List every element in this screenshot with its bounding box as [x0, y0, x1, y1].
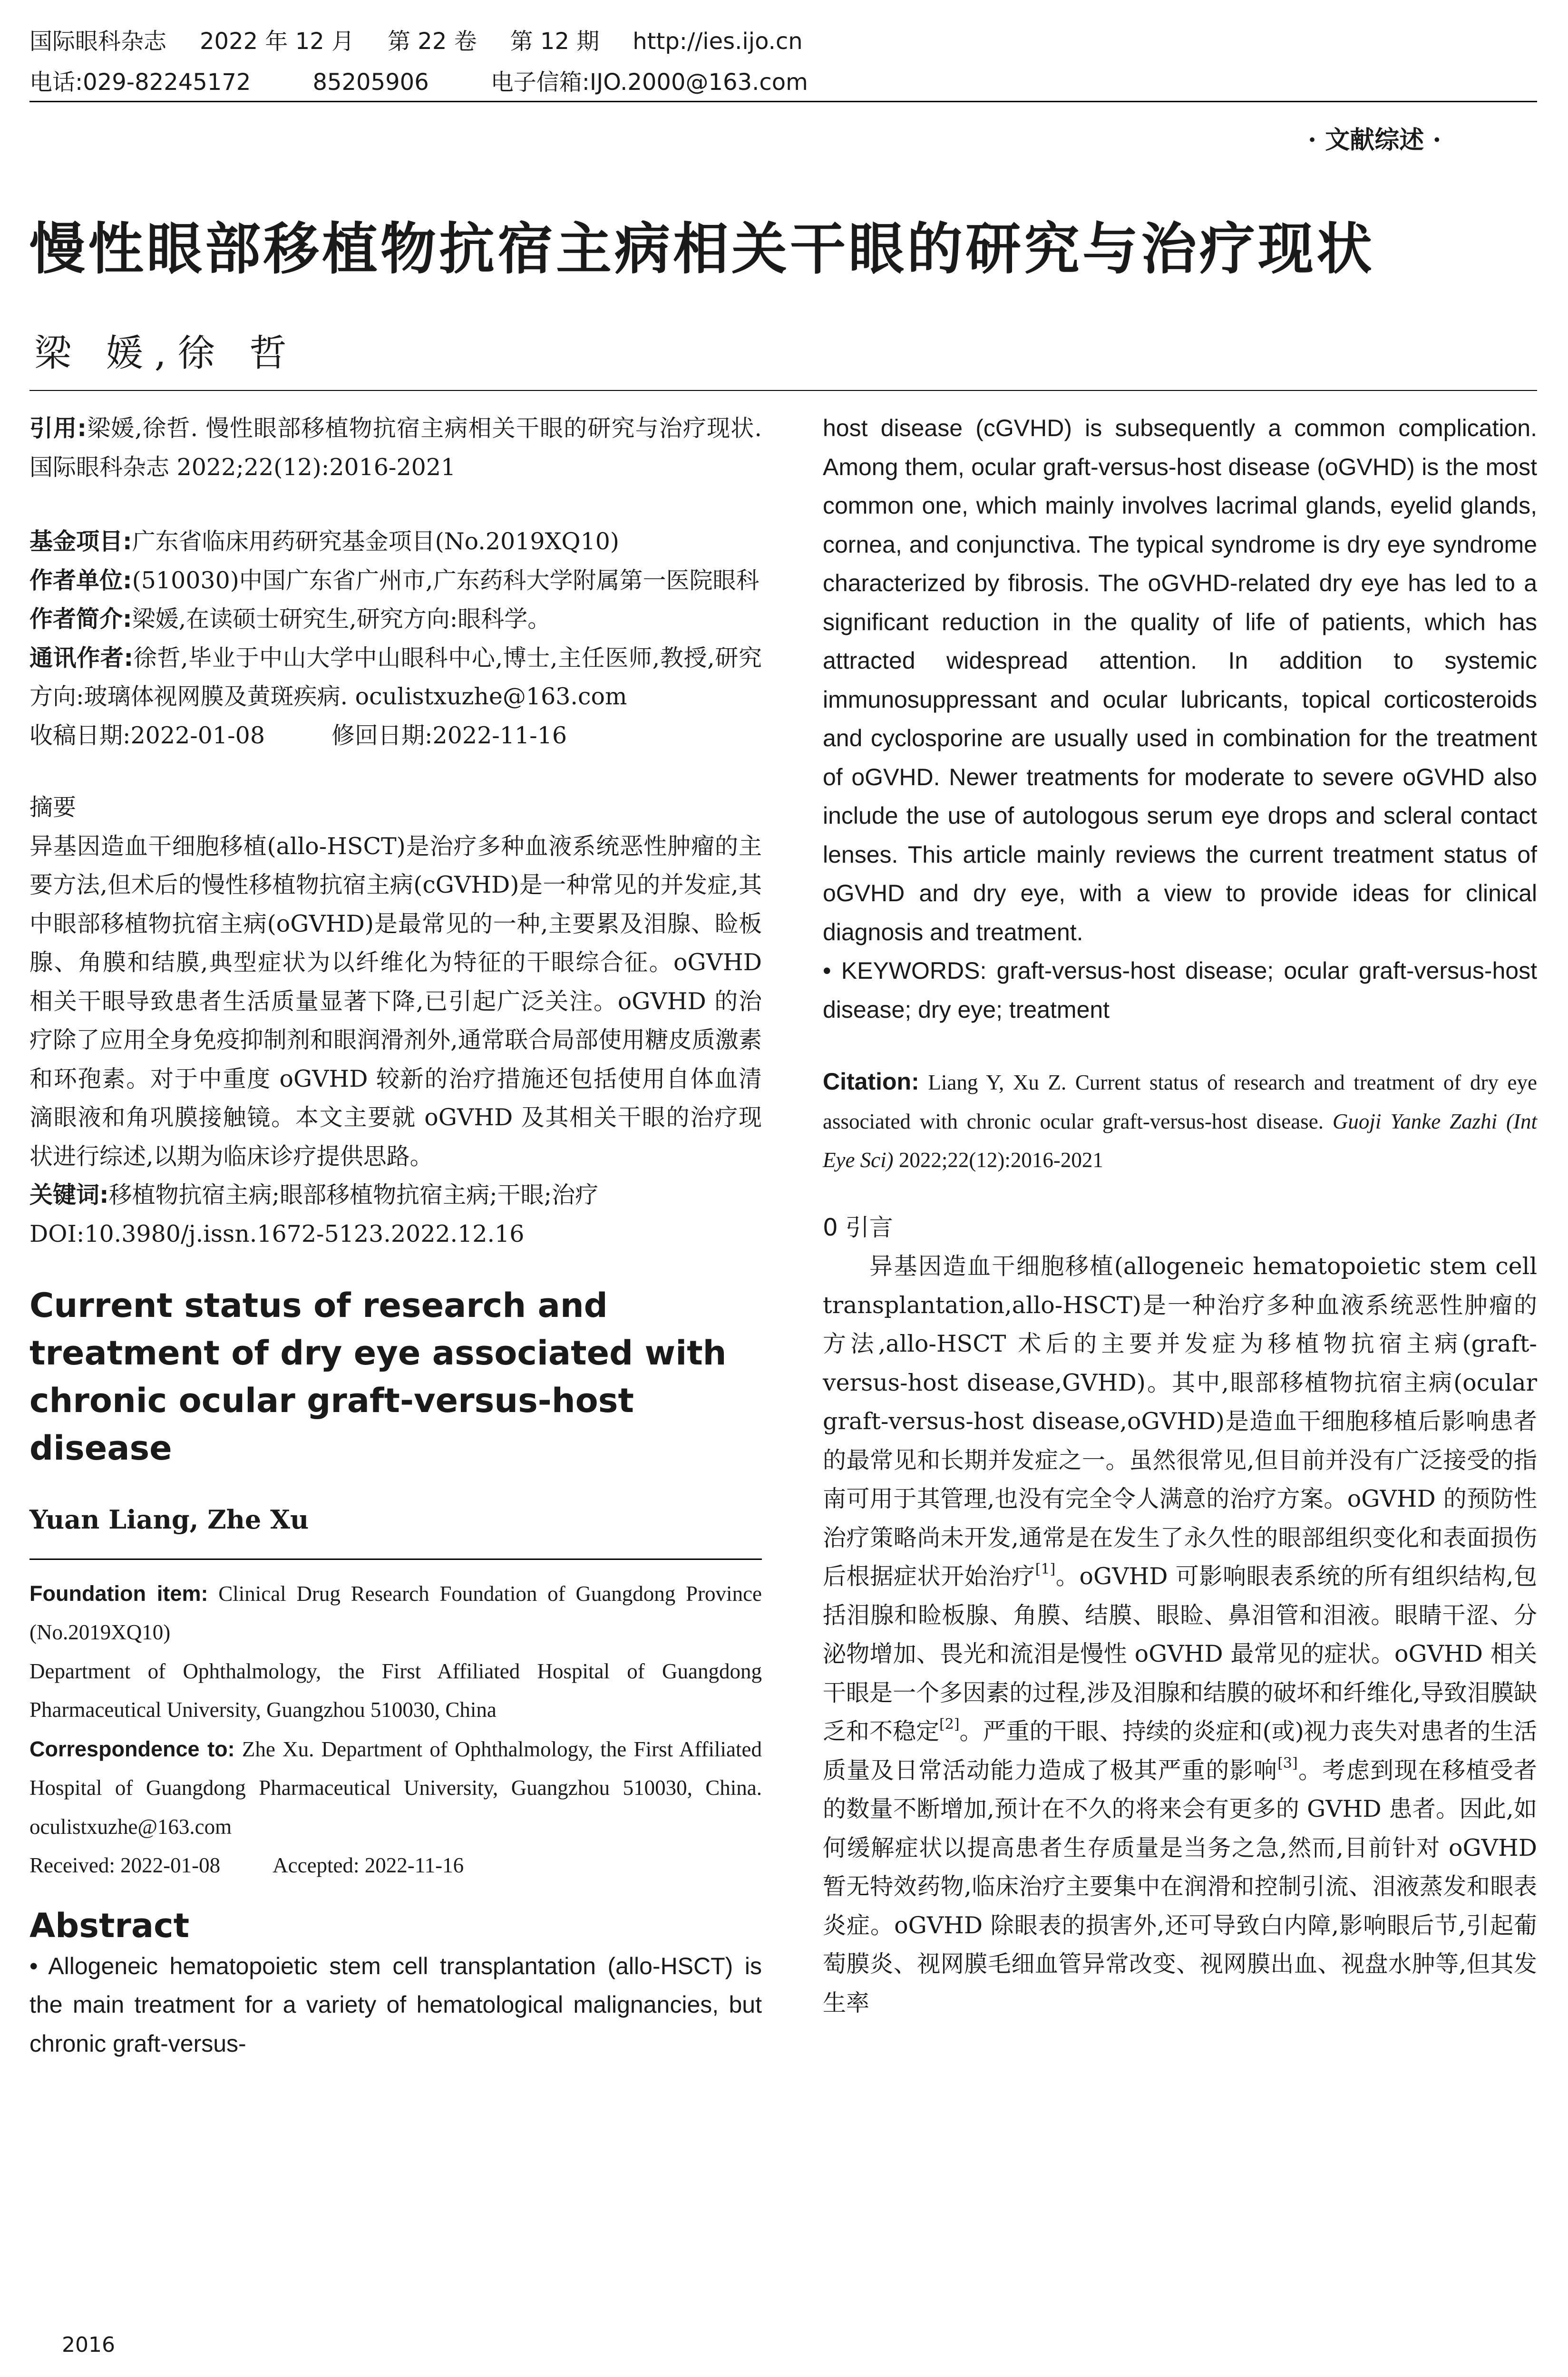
foundation-en: Foundation item: Clinical Drug Research Foundation of Guangdong Province (No.2019XQ10) [29, 1581, 762, 1644]
left-column [29, 409, 762, 2063]
bullet-icon: • [29, 1952, 49, 1979]
column-type: · 文献综述 · [1308, 126, 1441, 155]
journal-url: http://ies.ijo.cn [633, 28, 803, 55]
right-column [823, 409, 1537, 2022]
issue-number: 第 12 期 [510, 28, 600, 55]
corresponding-author: 通讯作者:徐哲,毕业于中山大学中山眼科中心,博士,主任医师,教授,研究方向:玻璃体视网膜及黄斑疾病. oculistxuzhe@163.com [29, 644, 762, 710]
title-rule [29, 390, 1537, 391]
bullet-icon: • [823, 957, 841, 984]
page-title: 慢性眼部移植物抗宿主病相关干眼的研究与治疗现状 [29, 216, 1375, 282]
citation-cn: 引用:梁媛,徐哲. 慢性眼部移植物抗宿主病相关干眼的研究与治疗现状. 国际眼科杂志 2022;22(12):2016-2021 [29, 415, 762, 481]
abstract-heading-en: Abstract [29, 1906, 190, 1945]
keywords-cn: 关键词:移植物抗宿主病;眼部移植物抗宿主病;干眼;治疗 [29, 1181, 599, 1208]
abstract-heading-cn: 摘要 [29, 794, 77, 821]
keywords-en: • KEYWORDS: graft-versus-host disease; ocular graft-versus-host disease; dry eye; treatment [823, 957, 1537, 1023]
intro-paragraph: 异基因造血干细胞移植(allogeneic hematopoietic stem cell transplantation,allo-HSCT)是一种治疗多种血液系统恶性肿瘤的方法,allo-HSCT 术后的主要并发症为移植物抗宿主病(graft-versus-host disease,GVHD)。其中,眼部移植物抗宿主病(ocular graft-versus-host disease,oGVHD)是造血干细胞移植后影响患者的最常见和长期并发症之一。虽然很常见,但目前并没有广泛接受的指南可用于其管理,也没有完全令人满意的治疗方案。oGVHD 的预防性治疗策略尚未开发,通常是在发生了永久性的眼部组织变化和表面损伤后根据症状开始治疗[1]。oGVHD 可影响眼表系统的所有组织结构,包括泪腺和睑板腺、角膜、结膜、眼睑、鼻泪管和泪液。眼睛干涩、分泌物增加、畏光和流泪是慢性 oGVHD 最常见的症状。oGVHD 相关干眼是一个多因素的过程,涉及泪腺和结膜的破坏和纤维化,导致泪膜缺乏和不稳定[2]。严重的干眼、持续的炎症和(或)视力丧失对患者的生活质量及日常活动能力造成了极其严重的影响[3]。考虑到现在移植受者的数量不断增加,预计在不久的将来会有更多的 GVHD 患者。因此,如何缓解症状以提高患者生存质量是当务之急,然而,目前针对 oGVHD 暂无特效药物,临床治疗主要集中在润滑和控制引流、泪液蒸发和眼表炎症。oGVHD 除眼表的损害外,还可导致白内障,影响眼后节,引起葡萄膜炎、视网膜毛细血管异常改变、视网膜出血、视盘水肿等,但其发生率 [823, 1253, 1537, 2017]
abstract-en-cont: host disease (cGVHD) is subsequently a common complication. Among them, ocular graft-versus-host disease (oGVHD) is the most common one, which mainly involves lacrimal glands, eyelid glands, cornea, and conjunctiva. The typical syndrome is dry eye syndrome characterized by fibrosis. The oGVHD-related dry eye has led to a significant reduction in the quality of life of patients, which has attracted widespread attention. In addition to systemic immunosuppressant and ocular lubricants, topical corticosteroids and cyclosporine are usually used in combination for the treatment of oGVHD. Newer treatments for moderate to severe oGVHD also include the use of autologous serum eye drops and scleral contact lenses. This article mainly reviews the current treatment status of oGVHD and dry eye, with a view to provide ideas for clinical diagnosis and treatment. [823, 415, 1537, 945]
phone: 电话:029-82245172 [29, 69, 251, 96]
authors-cn: 梁 媛,徐 哲 [34, 332, 298, 375]
header-rule [29, 101, 1537, 102]
running-header [29, 23, 836, 56]
en-info [29, 1574, 762, 1885]
author-unit: 作者单位:(510030)中国广东省广州市,广东药科大学附属第一医院眼科 [29, 566, 760, 594]
volume: 第 22 卷 [388, 28, 477, 55]
email: 电子信箱:IJO.2000@163.com [490, 69, 808, 96]
ref-1: [1] [1035, 1561, 1056, 1578]
fund-info: 基金项目:广东省临床用药研究基金项目(No.2019XQ10) [29, 528, 620, 555]
page-number: 2016 [62, 2333, 115, 2357]
citation-en: Citation: Liang Y, Xu Z. Current status of research and treatment of dry eye associated with chronic ocular graft-versus-host disease. Guoji Yanke Zazhi (Int Eye Sci) 2022;22(12):2016-2021 [823, 1068, 1538, 1172]
intro-heading: 0 引言 [823, 1213, 893, 1241]
author-bio: 作者简介:梁媛,在读硕士研究生,研究方向:眼科学。 [29, 605, 551, 633]
doi: DOI:10.3980/j.issn.1672-5123.2022.12.16 [29, 1220, 525, 1247]
dates-en: Received: 2022-01-08 Accepted: 2022-11-16 [29, 1853, 464, 1877]
correspondence-en: Correspondence to: Zhe Xu. Department of Ophthalmology, the First Affiliated Hospital of Guangdong Pharmaceutical University, Guangzhou 510030, China. oculistxuzhe@163.com [29, 1736, 762, 1839]
department-en: Department of Ophthalmology, the First Affiliated Hospital of Guangdong Pharmaceutical University, Guangzhou 510030, China [29, 1659, 762, 1722]
title-en: Current status of research and treatment of dry eye associated with chronic ocular graft-versus-host disease [29, 1286, 727, 1468]
issue-date: 2022 年 12 月 [200, 28, 355, 55]
ref-3: [3] [1277, 1754, 1298, 1772]
abstract-cn: 异基因造血干细胞移植(allo-HSCT)是治疗多种血液系统恶性肿瘤的主要方法,但术后的慢性移植物抗宿主病(cGVHD)是一种常见的并发症,其中眼部移植物抗宿主病(oGVHD)是最常见的一种,主要累及泪腺、睑板腺、角膜和结膜,典型症状为以纤维化为特征的干眼综合征。oGVHD 相关干眼导致患者生活质量显著下降,已引起广泛关注。oGVHD 的治疗除了应用全身免疫抑制剂和眼润滑剂外,通常联合局部使用糖皮质激素和环孢素。对于中重度 oGVHD 较新的治疗措施还包括使用自体血清滴眼液和角巩膜接触镜。本文主要就 oGVHD 及其相关干眼的治疗现状进行综述,以期为临床诊疗提供思路。 [29, 832, 762, 1170]
ref-2: [2] [939, 1716, 960, 1733]
authors-en: Yuan Liang, Zhe Xu [29, 1504, 309, 1535]
phone-2: 85205906 [312, 69, 429, 96]
journal-name: 国际眼科杂志 [29, 28, 167, 55]
dates-cn: 收稿日期:2022-01-08 修回日期:2022-11-16 [29, 721, 567, 749]
abstract-en-start: • Allogeneic hematopoietic stem cell transplantation (allo-HSCT) is the main treatment for a variety of hematological malignancies, but chronic graft-versus- [29, 1952, 762, 2057]
contact-header [29, 64, 841, 97]
